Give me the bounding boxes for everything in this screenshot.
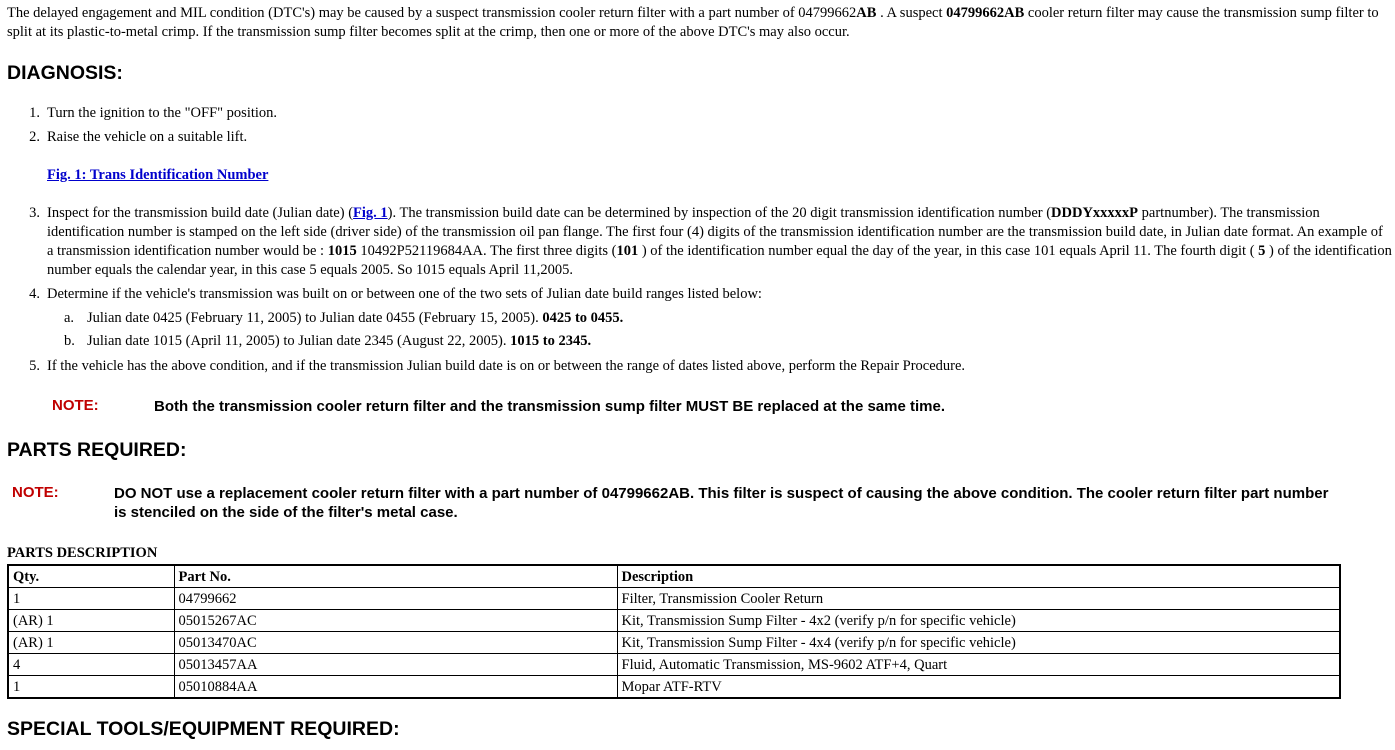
cell-part-no: 05015267AC xyxy=(174,610,617,632)
intro-text: cooler return filter may cause the transmission sump filter to split at its plastic-to-metal crimp. If the transmission sump filter becomes split at the crimp, then one or more of the above DTC's may also occur. xyxy=(7,5,1379,40)
step-text-part: partnumber). The transmission identification number is stamped on the left side (driver side) of the transmission oil pan flange. The first four (4) digits of the transmission identification number are the transmission build date, in Julian date format. An example of a transmission identification number would be : xyxy=(47,205,1383,259)
cell-description: Kit, Transmission Sump Filter - 4x4 (verify p/n for specific vehicle) xyxy=(617,632,1340,654)
intro-text: . A suspect xyxy=(876,5,947,21)
cell-part-no: 05010884AA xyxy=(174,676,617,699)
step-text: Raise the vehicle on a suitable lift. xyxy=(47,129,248,145)
step-number: 5. xyxy=(29,358,40,374)
table-row xyxy=(8,632,1340,654)
cell-description: Mopar ATF-RTV xyxy=(617,676,1340,699)
fig-1-link[interactable]: Fig. 1: Trans Identification Number xyxy=(47,167,269,183)
table-row xyxy=(8,676,1340,699)
step-number: 3. xyxy=(29,205,40,221)
step-text: If the vehicle has the above condition, and if the transmission Julian build date is on or between the range of dates listed above, perform the Repair Procedure. xyxy=(47,358,966,374)
parts-table xyxy=(7,564,1341,699)
diagnosis-note-text: Both the transmission cooler return filter and the transmission sump filter MUST BE replaced at the same time. xyxy=(154,398,946,415)
cell-description: Kit, Transmission Sump Filter - 4x2 (verify p/n for specific vehicle) xyxy=(617,610,1340,632)
intro-bold-part-number: 04799662AB xyxy=(946,5,1025,21)
cell-part-no: 04799662 xyxy=(174,588,617,610)
step-number: 1. xyxy=(29,105,40,121)
cell-qty: (AR) 1 xyxy=(8,610,174,632)
year-digit-bold: 5 xyxy=(1258,243,1266,259)
table-header-row xyxy=(8,565,1340,588)
substep-letter: b. xyxy=(64,333,75,349)
date-range-bold: 1015 to 2345. xyxy=(510,333,592,349)
intro-bold-suffix: AB xyxy=(856,5,877,21)
fig-1-inline-link[interactable]: Fig. 1 xyxy=(353,205,388,221)
table-row xyxy=(8,654,1340,676)
step-text: Determine if the vehicle's transmission was built on or between one of the two sets of Julian date build ranges listed below: xyxy=(47,286,762,302)
id-format-bold: DDDYxxxxxP xyxy=(1051,205,1139,221)
column-header-description: Description xyxy=(617,565,1340,588)
cell-part-no: 05013470AC xyxy=(174,632,617,654)
step-text-part: Inspect for the transmission build date (Julian date) ( xyxy=(47,205,354,221)
build-date-bold: 1015 xyxy=(327,243,357,259)
fig-link-line xyxy=(47,166,268,185)
day-digits-bold: 101 xyxy=(616,243,639,259)
parts-required-heading: PARTS REQUIRED: xyxy=(7,439,187,461)
step-number: 4. xyxy=(29,286,40,302)
intro-paragraph xyxy=(7,4,1392,42)
cell-description: Fluid, Automatic Transmission, MS-9602 ATF+4, Quart xyxy=(617,654,1340,676)
step-text-part: ). The transmission build date can be determined by inspection of the 20 digit transmission identification number ( xyxy=(387,205,1052,221)
parts-note-label: NOTE: xyxy=(12,484,59,501)
diagnosis-step-3 xyxy=(24,204,1392,284)
column-header-part-no: Part No. xyxy=(174,565,617,588)
parts-table-caption: PARTS DESCRIPTION xyxy=(7,545,158,561)
parts-note-text: DO NOT use a replacement cooler return filter with a part number of 04799662AB. This filter is suspect of causing the above condition. The cooler return filter part number is stenciled on the side of the filter's metal case. xyxy=(114,485,1329,521)
step-text-part: ) of the identification number equals the calendar year, in this case 5 equals 2005. So 1015 equals April 11,2005. xyxy=(47,243,1392,278)
date-range-bold: 0425 to 0455. xyxy=(542,310,624,326)
special-tools-heading: SPECIAL TOOLS/EQUIPMENT REQUIRED: xyxy=(7,718,400,740)
step-text: Turn the ignition to the "OFF" position. xyxy=(47,105,278,121)
substep-text xyxy=(87,309,623,328)
table-row xyxy=(8,610,1340,632)
diagnosis-note-label: NOTE: xyxy=(52,397,99,414)
step-text xyxy=(47,204,1392,280)
cell-qty: 1 xyxy=(8,676,174,699)
step-text-part: ) of the identification number equal the day of the year, in this case 101 equals April 11. The fourth digit ( xyxy=(638,243,1259,259)
intro-text: The delayed engagement and MIL condition (DTC's) may be caused by a suspect transmission cooler return filter with a part number of 04799662 xyxy=(7,5,857,21)
step-text-part: 10492P52119684AA. The first three digits ( xyxy=(356,243,617,259)
table-row xyxy=(8,588,1340,610)
diagnosis-heading: DIAGNOSIS: xyxy=(7,62,123,84)
cell-qty: 1 xyxy=(8,588,174,610)
cell-qty: (AR) 1 xyxy=(8,632,174,654)
step-number: 2. xyxy=(29,129,40,145)
cell-part-no: 05013457AA xyxy=(174,654,617,676)
cell-description: Filter, Transmission Cooler Return xyxy=(617,588,1340,610)
substep-letter: a. xyxy=(64,310,75,326)
substep-text xyxy=(87,332,591,351)
substep-text-part: Julian date 1015 (April 11, 2005) to Julian date 2345 (August 22, 2005). xyxy=(87,333,511,349)
substep-text-part: Julian date 0425 (February 11, 2005) to Julian date 0455 (February 15, 2005). xyxy=(87,310,543,326)
column-header-qty: Qty. xyxy=(8,565,174,588)
cell-qty: 4 xyxy=(8,654,174,676)
